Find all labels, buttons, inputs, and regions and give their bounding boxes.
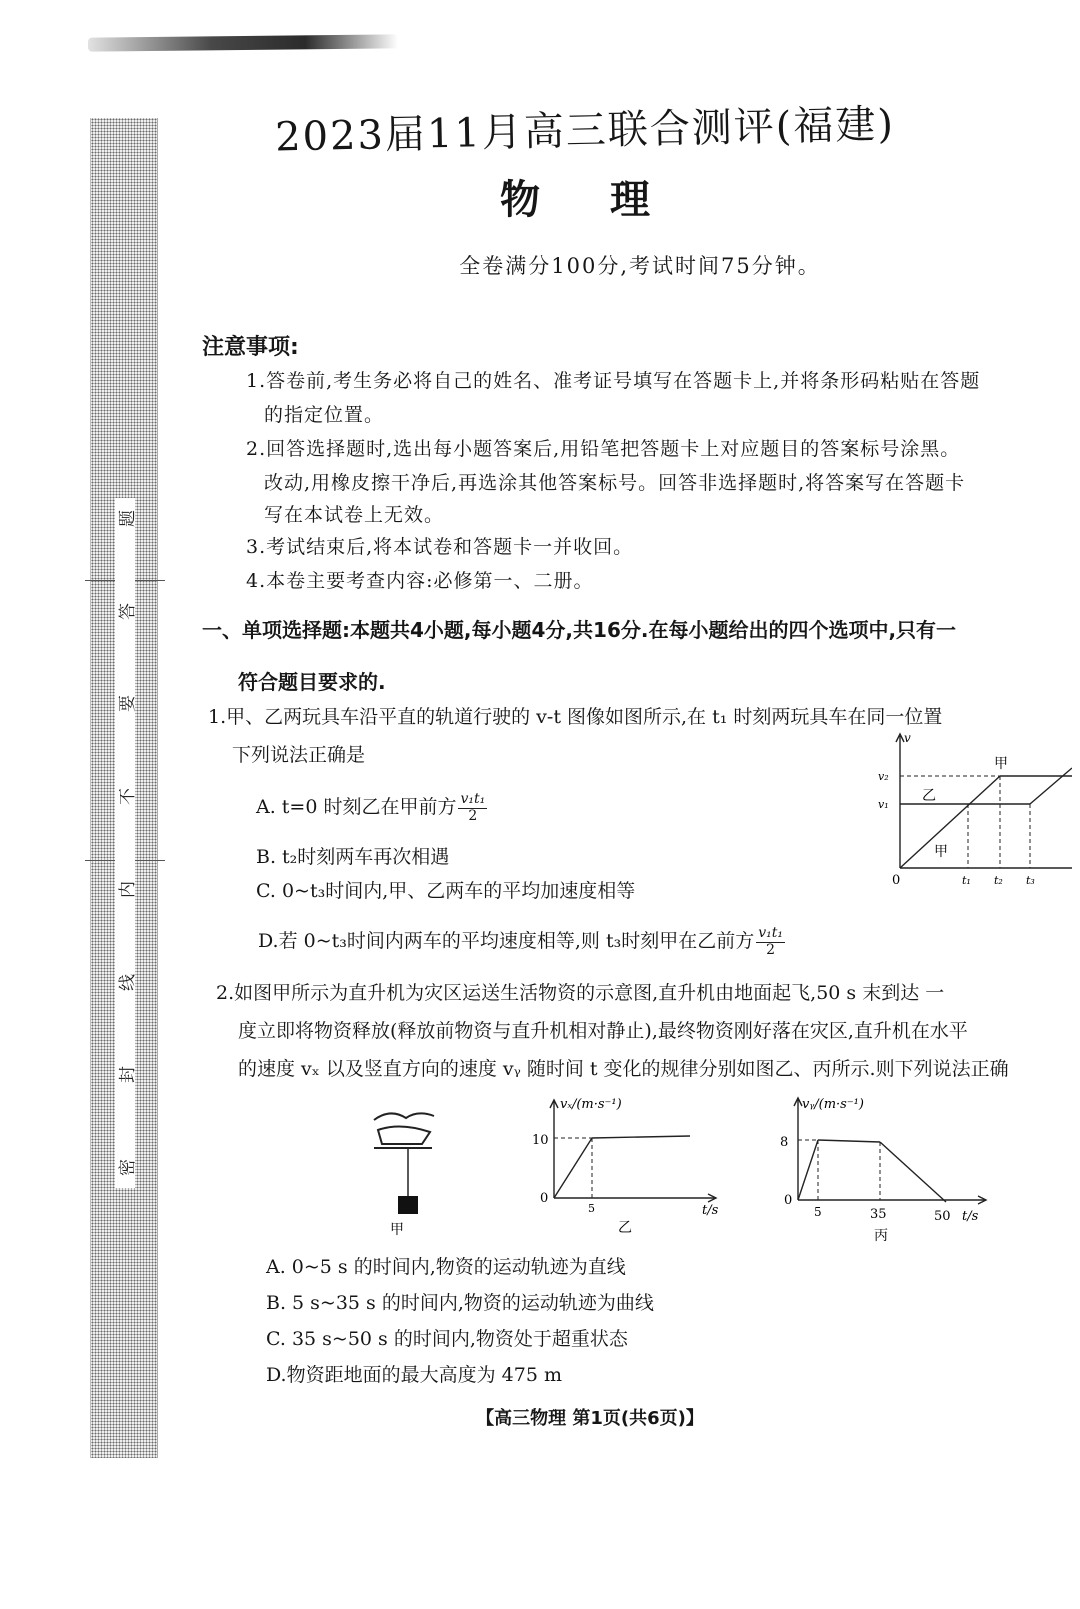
fig-bing-label: 丙	[874, 1228, 888, 1244]
q2-stem: 2.如图甲所示为直升机为灾区运送生活物资的示意图,直升机由地面起飞,50 s 末到达 一	[216, 982, 945, 1004]
label-jia-top: 甲	[994, 756, 1008, 772]
q1-vt-graph	[872, 728, 1072, 898]
fraction	[458, 792, 487, 824]
q2-option-c: C. 35 s~50 s 的时间内,物资处于超重状态	[266, 1328, 628, 1350]
q1-option-d-text: D.若 0~t₃时间内两车的平均速度相等,则 t₃时刻甲在乙前方	[258, 930, 755, 952]
fig-yi-label: 乙	[618, 1220, 632, 1236]
x-axis-label: t/s	[702, 1203, 719, 1218]
binding-char: 内	[117, 880, 138, 898]
y-axis-label: vₓ/(m·s⁻¹)	[560, 1097, 622, 1112]
binding-char: 封	[117, 1066, 138, 1084]
q2-option-d: D.物资距地面的最大高度为 475 m	[266, 1364, 562, 1386]
rotor-icon	[374, 1113, 434, 1120]
notes-heading: 注意事项:	[202, 335, 299, 360]
q1-stem-cont: 下列说法正确是	[232, 744, 366, 766]
tick-8: 8	[780, 1135, 789, 1150]
label-jia-line: 甲	[934, 844, 948, 860]
line-yi-rise	[1030, 768, 1072, 804]
exam-info: 全卷满分100分,考试时间75分钟。	[459, 254, 821, 278]
tick-5: 5	[588, 1202, 595, 1215]
q1-option-a	[256, 792, 487, 824]
note-line: 的指定位置。	[264, 404, 385, 426]
binding-char: 线	[117, 973, 138, 991]
fraction-den: 2	[766, 941, 776, 958]
vx-rise	[554, 1138, 592, 1198]
exam-subject: 物理	[500, 177, 720, 223]
binding-char: 题	[117, 510, 138, 527]
origin-label: 0	[784, 1193, 793, 1208]
tick-v2: v₂	[878, 770, 889, 783]
binding-warning	[115, 498, 138, 1188]
scan-artifact	[88, 34, 398, 51]
q1-option-a-text: A. t=0 时刻乙在甲前方	[256, 796, 457, 818]
fraction-num: v₁t₁	[460, 791, 486, 808]
tick-t1: t₁	[962, 874, 971, 887]
vx-flat	[592, 1136, 690, 1138]
helicopter-body-icon	[378, 1126, 430, 1144]
tick-50: 50	[934, 1209, 951, 1224]
tick-35: 35	[870, 1207, 887, 1222]
q1-option-c: C. 0~t₃时间内,甲、乙两车的平均加速度相等	[256, 880, 636, 902]
q2-chart-vx	[526, 1092, 726, 1242]
binding-char: 要	[117, 695, 138, 713]
binding-char: 密	[117, 1158, 138, 1176]
line-jia	[900, 776, 1000, 868]
note-line: 写在本试卷上无效。	[264, 504, 445, 526]
note-line: 2.回答选择题时,选出每小题答案后,用铅笔把答题卡上对应题目的答案标号涂黑。	[246, 438, 961, 460]
q1-option-b: B. t₂时刻两车再次相遇	[256, 846, 450, 868]
note-line: 4.本卷主要考查内容:必修第一、二册。	[246, 570, 594, 592]
tick-10: 10	[532, 1133, 549, 1148]
binding-char: 不	[117, 788, 138, 806]
fraction-num: v₁t₁	[758, 925, 783, 942]
q2-option-b: B. 5 s~35 s 的时间内,物资的运动轨迹为曲线	[266, 1292, 654, 1314]
section-heading-cont: 符合题目要求的.	[238, 670, 386, 694]
tick-v1: v₁	[878, 798, 889, 811]
q2-option-a: A. 0~5 s 的时间内,物资的运动轨迹为直线	[266, 1256, 626, 1278]
exam-title: 2023届11月高三联合测评(福建)	[274, 101, 896, 161]
note-line: 3.考试结束后,将本试卷和答题卡一并收回。	[246, 536, 634, 558]
fig-jia-label: 甲	[390, 1222, 404, 1238]
page-footer: 【高三物理 第1页(共6页)】	[476, 1408, 704, 1429]
tick-5: 5	[814, 1205, 822, 1219]
q2-stem-cont2: 的速度 vₓ 以及竖直方向的速度 vᵧ 随时间 t 变化的规律分别如图乙、丙所示.则下列说法正确	[238, 1058, 1009, 1080]
vy-rise	[798, 1140, 818, 1200]
binding-margin	[90, 118, 158, 1458]
fraction-den: 2	[468, 807, 478, 824]
vy-flat	[818, 1140, 880, 1142]
origin-label: 0	[540, 1191, 549, 1206]
label-yi: 乙	[922, 788, 936, 804]
tick-t2: t₂	[994, 874, 1003, 887]
q1-stem: 1.甲、乙两玩具车沿平直的轨道行驶的 v-t 图像如图所示,在 t₁ 时刻两玩具车在同一位置	[208, 706, 943, 728]
note-line: 1.答卷前,考生务必将自己的姓名、准考证号填写在答题卡上,并将条形码粘贴在答题	[246, 370, 981, 392]
fraction	[756, 926, 785, 958]
binding-char: 答	[117, 602, 138, 620]
y-axis-label: v	[904, 731, 911, 745]
q2-stem-cont: 度立即将物资释放(释放前物资与直升机相对静止),最终物资刚好落在灾区,直升机在水平	[238, 1020, 968, 1042]
q2-fig-helicopter	[360, 1104, 450, 1240]
vy-fall	[880, 1142, 946, 1202]
q2-chart-vy	[776, 1090, 996, 1250]
tick-t3: t₃	[1026, 874, 1035, 887]
origin-label: 0	[892, 873, 901, 888]
q1-option-d	[258, 926, 785, 958]
section-heading: 一、单项选择题:本题共4小题,每小题4分,共16分.在每小题给出的四个选项中,只有一	[202, 618, 957, 642]
cargo-box-icon	[398, 1196, 418, 1214]
x-axis-label: t/s	[962, 1209, 979, 1224]
note-line: 改动,用橡皮擦干净后,再选涂其他答案标号。回答非选择题时,将答案写在答题卡	[264, 472, 966, 494]
y-axis-label: vᵧ/(m·s⁻¹)	[802, 1097, 864, 1112]
